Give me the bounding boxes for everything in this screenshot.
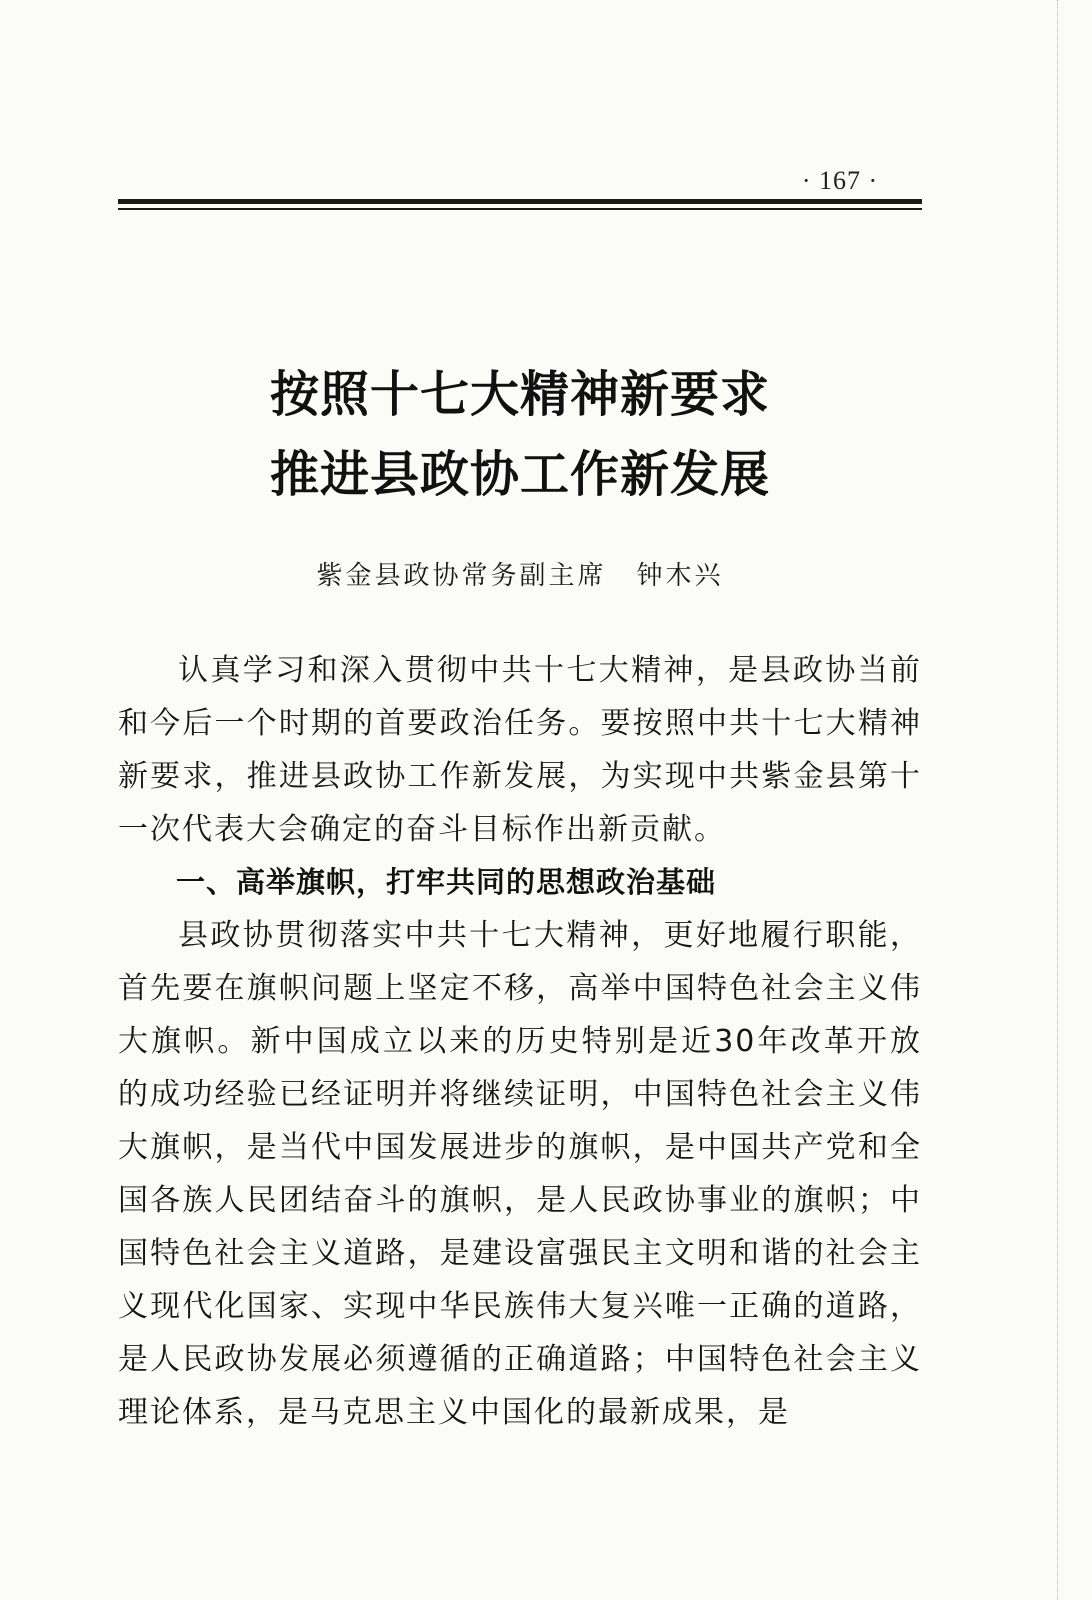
page-number: · 167 ·: [801, 166, 879, 195]
article-title-line-2: 推进县政协工作新发展: [269, 445, 770, 503]
section-1-heading: 一、高举旗帜，打牢共同的思想政治基础: [176, 865, 717, 899]
header-rule-thin: [118, 208, 922, 210]
author-role: 紫金县政协常务副主席: [316, 561, 607, 591]
article-body: [118, 644, 922, 1439]
header-rule-thick: [118, 199, 922, 204]
section-1-paragraph: 县政协贯彻落实中共十七大精神，更好地履行职能，首先要在旗帜问题上坚定不移，高举中国特色社会主义伟大旗帜。新中国成立以来的历史特别是近30年改革开放的成功经验已经证明并将继续证明，中国特色社会主义伟大旗帜，是当代中国发展进步的旗帜，是中国共产党和全国各族人民团结奋斗的旗帜，是人民政协事业的旗帜；中国特色社会主义道路，是建设富强民主文明和谐的社会主义现代化国家、实现中华民族伟大复兴唯一正确的道路，是人民政协发展必须遵循的正确道路；中国特色社会主义理论体系，是马克思主义中国化的最新成果，是: [118, 918, 922, 1430]
intro-paragraph: 认真学习和深入贯彻中共十七大精神，是县政协当前和今后一个时期的首要政治任务。要按照中共十七大精神新要求，推进县政协工作新发展，为实现中共紫金县第十一次代表大会确定的奋斗目标作出新贡献。: [118, 653, 922, 847]
author-line: [118, 558, 922, 594]
author-name: 钟木兴: [636, 561, 724, 591]
article-title-line-1: 按照十七大精神新要求: [269, 365, 770, 423]
scan-edge-line: [1057, 0, 1058, 1600]
